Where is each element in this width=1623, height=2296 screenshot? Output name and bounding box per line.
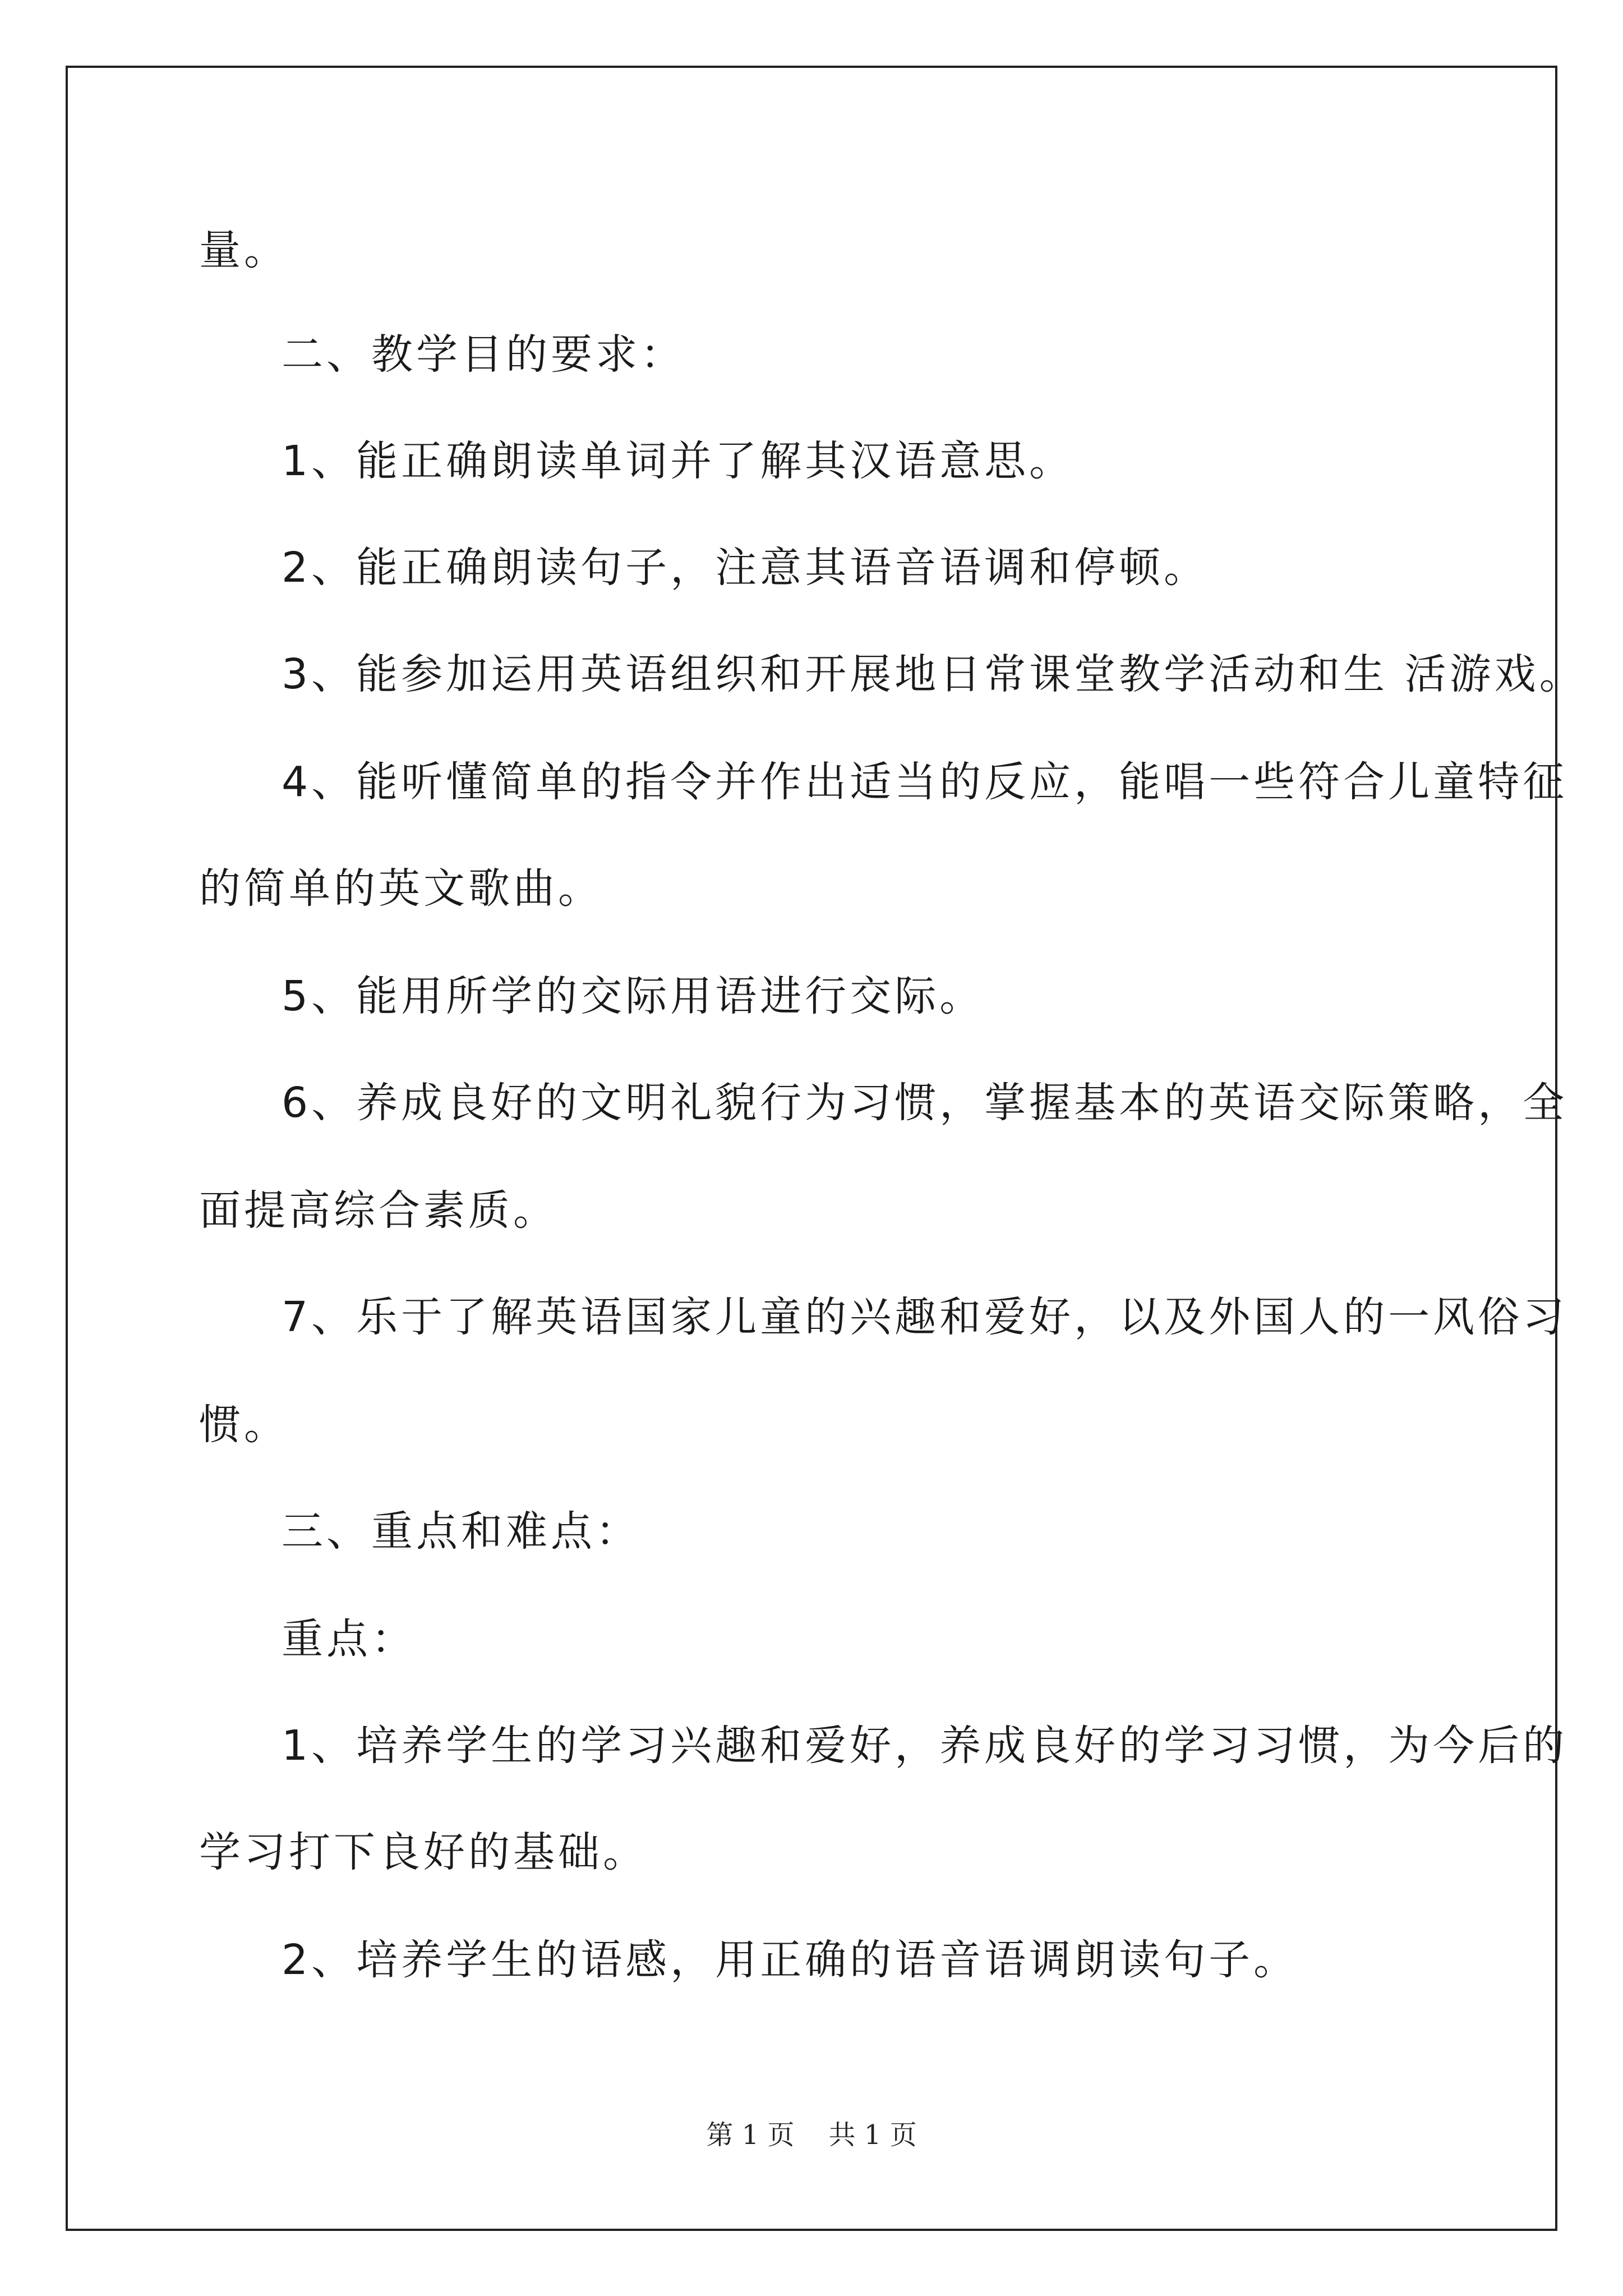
- text-line: 1、培养学生的学习兴趣和爱好，养成良好的学习习惯，为今后的: [282, 1722, 1568, 1770]
- text-line: 3、能参加运用英语组织和开展地日常课堂教学活动和生 活游戏。: [282, 650, 1584, 698]
- subheading: 重点：: [282, 1615, 416, 1663]
- text-line: 2、能正确朗读句子，注意其语音语调和停顿。: [282, 544, 1209, 592]
- page-footer: [0, 2118, 1623, 2152]
- section-heading: 二、教学目的要求：: [282, 330, 685, 379]
- text-line: 的简单的英文歌曲。: [199, 864, 603, 913]
- text-line: 5、能用所学的交际用语进行交际。: [282, 972, 985, 1020]
- section-heading: 三、重点和难点：: [282, 1507, 640, 1556]
- text-line: 面提高综合素质。: [199, 1186, 558, 1235]
- text-line: 惯。: [199, 1401, 289, 1449]
- text-line: 量。: [199, 226, 289, 274]
- text-line: 7、乐于了解英语国家儿童的兴趣和爱好，以及外国人的一风俗习: [282, 1293, 1568, 1341]
- text-line: 2、培养学生的语感，用正确的语音语调朗读句子。: [282, 1936, 1299, 1984]
- text-line: 学习打下良好的基础。: [199, 1828, 648, 1876]
- page-number: 第 1 页 共 1 页: [706, 2119, 917, 2151]
- text-line: 4、能听懂简单的指令并作出适当的反应，能唱一些符合儿童特征: [282, 758, 1568, 806]
- text-line: 1、能正确朗读单词并了解其汉语意思。: [282, 437, 1075, 485]
- page-border: [66, 66, 1557, 2231]
- text-line: 6、养成良好的文明礼貌行为习惯，掌握基本的英语交际策略，全: [282, 1079, 1568, 1127]
